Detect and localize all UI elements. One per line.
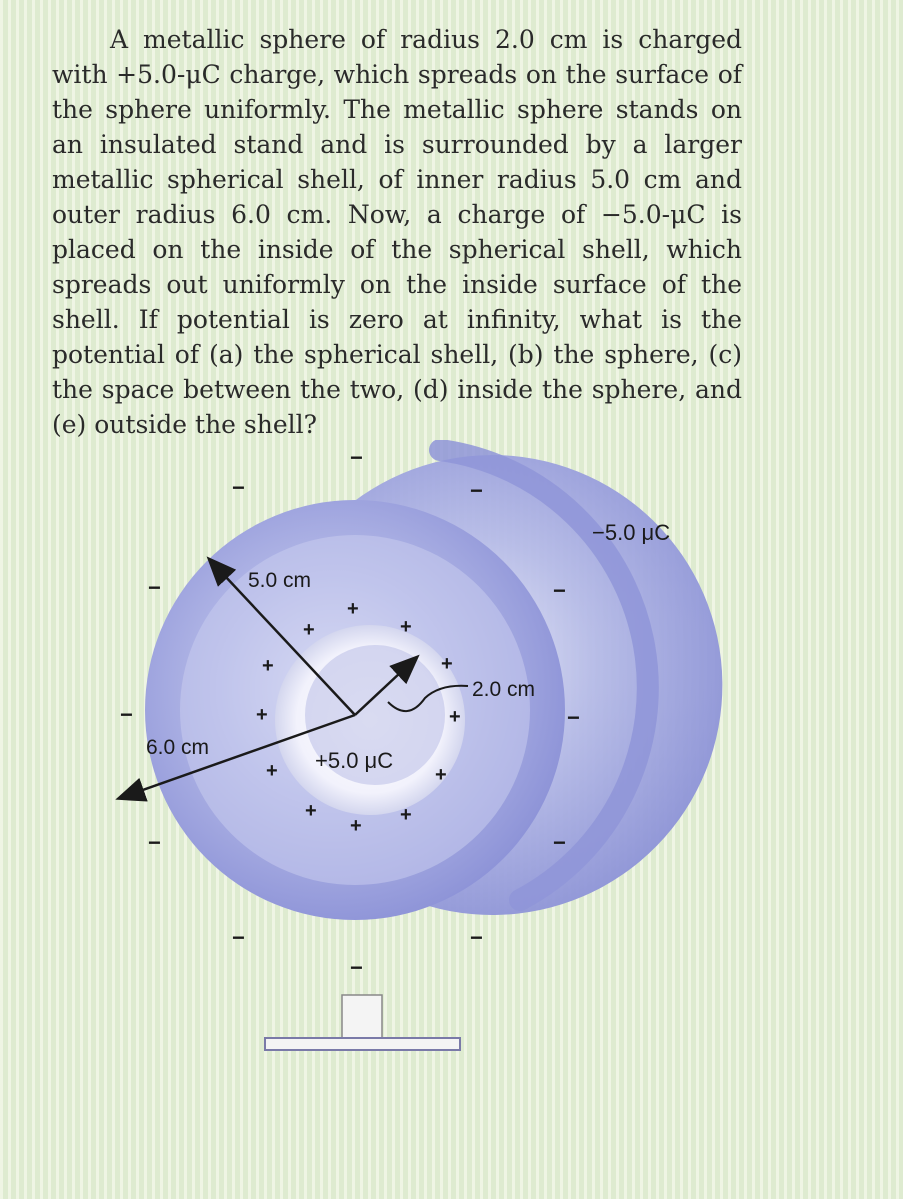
outer-radius-label: 6.0 cm	[146, 736, 210, 759]
plus-charge: +	[435, 764, 447, 786]
minus-charge: −	[120, 702, 133, 727]
shell-charge-label: −5.0 μC	[592, 520, 671, 545]
minus-charge: −	[350, 445, 363, 470]
problem-text	[52, 22, 742, 456]
inner-radius-label: 5.0 cm	[248, 569, 312, 592]
stand-post	[342, 995, 382, 1040]
plus-charge: +	[256, 704, 268, 726]
minus-charge: −	[553, 578, 566, 603]
plus-charge: +	[400, 616, 412, 638]
minus-charge: −	[148, 575, 161, 600]
minus-charge: −	[470, 925, 483, 950]
minus-charge: −	[148, 830, 161, 855]
spherical-capacitor-figure	[0, 440, 903, 1080]
minus-charge: −	[232, 475, 245, 500]
problem-statement: A metallic sphere of radius 2.0 cm is charged with +5.0-μC charge, which spreads on the surface of the sphere uniformly. The metallic sphere stands on an insulated stand and is surrounded by a larger metallic spherical shell, of inner radius 5.0 cm and outer radius 6.0 cm. Now, a charge of −5.0-μC is placed on the inside of the spherical shell, which spreads out uniformly on the inside surface of the shell. If potential is zero at infinity, what is the potential of (a) the spherical shell, (b) the sphere, (c) the space between the two, (d) inside the sphere, and (e) outside the shell?	[52, 25, 742, 439]
sphere-radius-label: 2.0 cm	[472, 678, 536, 701]
plus-charge: +	[400, 804, 412, 826]
plus-charge: +	[262, 655, 274, 677]
minus-charge: −	[232, 925, 245, 950]
minus-charge: −	[350, 955, 363, 980]
plus-charge: +	[305, 800, 317, 822]
plus-charge: +	[303, 619, 315, 641]
plus-charge: +	[347, 598, 359, 620]
minus-charge: −	[567, 705, 580, 730]
plus-charge: +	[350, 815, 362, 837]
stand-base	[265, 1038, 460, 1050]
plus-charge: +	[449, 706, 461, 728]
plus-charge: +	[266, 760, 278, 782]
minus-charge: −	[470, 478, 483, 503]
sphere-charge-label: +5.0 μC	[315, 748, 394, 773]
plus-charge: +	[441, 653, 453, 675]
minus-charge: −	[553, 830, 566, 855]
